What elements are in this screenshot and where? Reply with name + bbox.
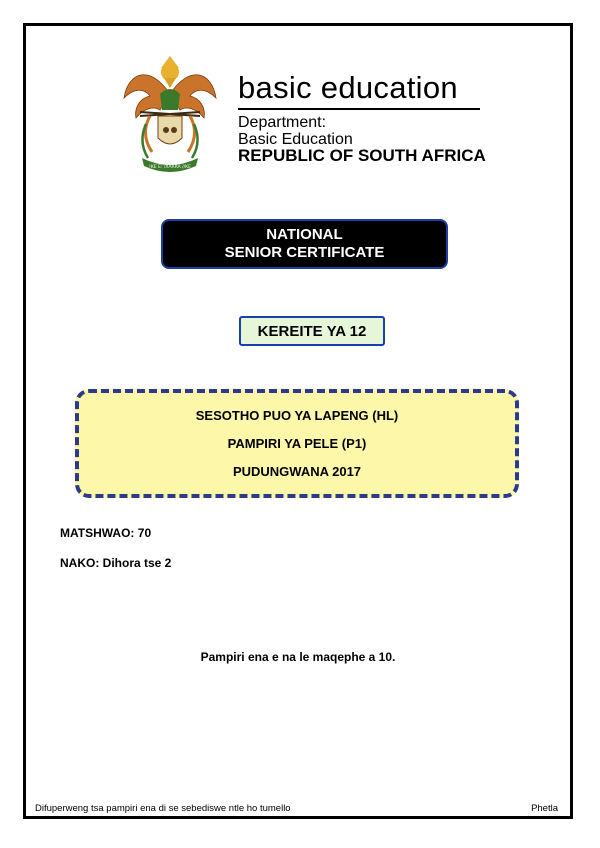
paper-name: PAMPIRI YA PELE (P1)	[227, 435, 367, 451]
certificate-line-2: SENIOR CERTIFICATE	[224, 244, 385, 261]
grade-badge: KEREITE YA 12	[239, 316, 385, 346]
time-label: NAKO: Dihora tse 2	[60, 556, 172, 570]
svg-text:!KE E: /XARRA //KE: !KE E: /XARRA //KE	[149, 165, 191, 170]
exam-session: PUDUNGWANA 2017	[232, 464, 362, 480]
marks-label: MATSHWAO: 70	[60, 526, 152, 540]
department-name: Basic Education	[238, 131, 353, 148]
subject-name: SESOTHO PUO YA LAPENG (HL)	[195, 407, 399, 423]
brand-title: basic education	[238, 70, 458, 105]
coat-of-arms-logo	[120, 54, 220, 174]
certificate-banner	[161, 219, 448, 269]
brand-rule	[238, 108, 480, 110]
certificate-line-1: NATIONAL	[266, 226, 343, 243]
department-label: Department:	[238, 114, 327, 131]
country-name: REPUBLIC OF SOUTH AFRICA	[238, 146, 486, 165]
turn-over-footer: Phetla	[531, 803, 558, 814]
page-count-note: Pampiri ena e na le maqephe a 10.	[200, 650, 396, 664]
subject-panel	[75, 389, 519, 498]
copyright-footer: Difuperweng tsa pampiri ena di se sebediswe ntle ho tumello	[35, 803, 291, 814]
page-frame	[23, 23, 573, 819]
